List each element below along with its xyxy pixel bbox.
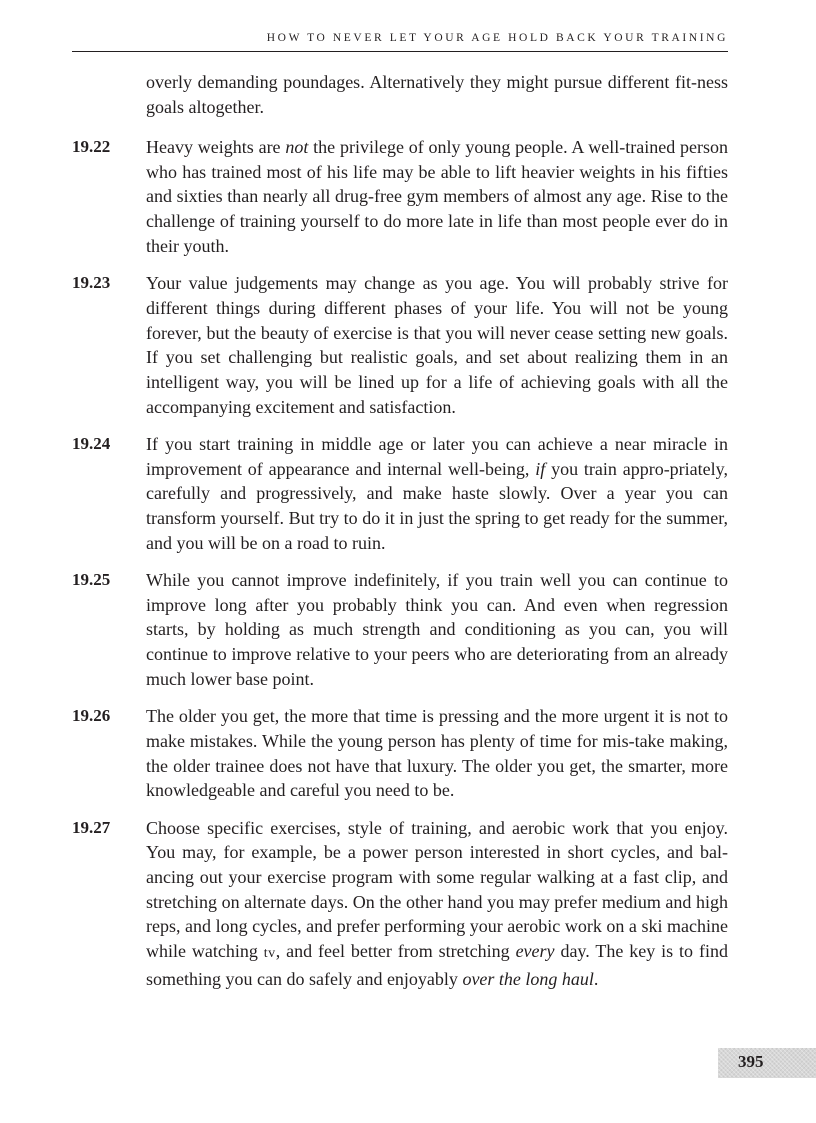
numbered-paragraphs xyxy=(72,135,728,1004)
paragraph-number: 19.24 xyxy=(72,433,111,453)
paragraph-text: Choose specific exercises, style of training, and aerobic work that you enjoy. You may, for example, be a power person interested in short cycles, and bal-ancing out your exercise program with some regular walking at a fast clip, and stretching on alternate days. On the other hand you may prefer medium and high reps, and long cycles, and prefer performing your aerobic work on a ski machine while watching tv, and feel better from stretching every day. The key is to find something you can do safely and enjoyably over the long haul. xyxy=(146,817,728,989)
emphasis: if xyxy=(535,458,546,479)
paragraph-19-25 xyxy=(72,568,728,692)
paragraph-text: Your value judgements may change as you age. You will probably strive for different things during different phases of your life. You will not be young forever, but the beauty of exercise is that you will never cease setting new goals. If you set challenging but realistic goals, and set about realizing them in an intelligent way, you will be lined up for a life of achieving goals with all the accompanying excitement and satisfaction. xyxy=(146,273,728,417)
emphasis: not xyxy=(285,137,309,157)
page-number: 395 xyxy=(738,1052,764,1071)
continuation-text: overly demanding poundages. Alternatively they might pursue different fit-ness goals altogether. xyxy=(146,72,728,117)
emphasis: every xyxy=(515,941,555,962)
paragraph-number: 19.22 xyxy=(72,137,111,156)
paragraph-text: While you cannot improve indefinitely, if you train well you can continue to improve long after you probably think you can. And even when regression starts, by holding as much strength and conditioning as you can, you will continue to improve relative to your peers who are deteriorating from an already much lower base point. xyxy=(146,570,728,689)
paragraph-text: Heavy weights are not the privilege of only young people. A well-trained person who has trained most of his life may be able to lift heavier weights in his fifties and sixties than nearly all drug-free gym members of almost any age. Rise to the challenge of training yourself to do more late in life than most people ever do in their youth. xyxy=(146,137,728,256)
paragraph-19-24 xyxy=(72,432,728,556)
emphasis: over the long haul xyxy=(462,968,594,989)
paragraph-number: 19.25 xyxy=(72,570,111,590)
paragraph-number: 19.27 xyxy=(72,817,111,837)
paragraph-19-22 xyxy=(72,135,728,259)
paragraph-19-27 xyxy=(72,816,728,992)
small-caps-text: tv xyxy=(263,946,276,962)
page-number-tab xyxy=(718,1048,816,1078)
paragraph-19-26 xyxy=(72,704,728,803)
running-head: HOW TO NEVER LET YOUR AGE HOLD BACK YOUR TRAINING xyxy=(266,32,728,44)
paragraph-number: 19.23 xyxy=(72,273,111,293)
paragraph-number: 19.26 xyxy=(72,706,111,726)
paragraph-text: The older you get, the more that time is pressing and the more urgent it is not to make mistakes. While the young person has plenty of time for mis-take making, the older trainee does not have that luxury. The older you get, the smarter, more knowledgeable and careful you need to be. xyxy=(146,706,728,801)
continuation-paragraph xyxy=(146,70,728,119)
paragraph-text: If you start training in middle age or later you can achieve a near miracle in improvement of appearance and internal well-being, if you train appro-priately, carefully and progressively, and make haste slowly. Over a year you can transform yourself. But try to do it in just the spring to get ready for the summer, and you will be on a road to ruin. xyxy=(146,433,728,553)
paragraph-19-23 xyxy=(72,271,728,419)
header-rule xyxy=(72,51,728,52)
